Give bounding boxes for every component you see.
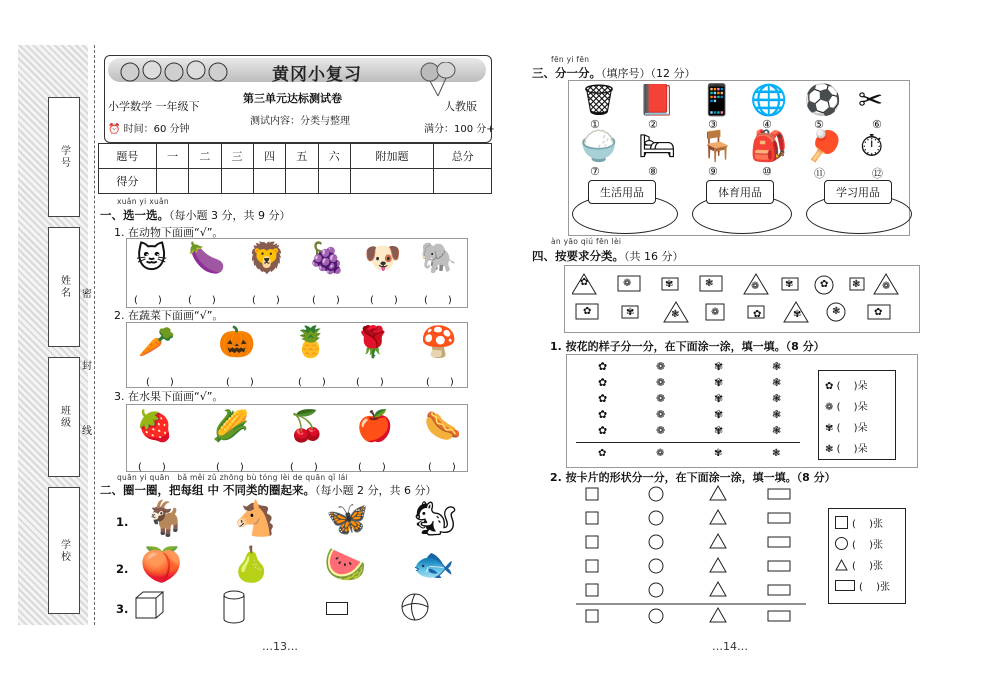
edition-label: 人教版 (444, 100, 477, 113)
q3-heading: 三、分一分。（填序号）（12 分） (532, 66, 696, 80)
balloons-illustration (418, 62, 464, 98)
mushroom-icon: 🍄 (420, 325, 458, 360)
peach-icon[interactable]: 🍑 (140, 545, 183, 585)
scissors-icon: ✂ (858, 83, 884, 118)
page-number-left: …13… (262, 640, 298, 653)
q2-row3-num: 3. (116, 602, 129, 616)
class-field[interactable]: 班级 (48, 357, 80, 477)
item-num: ⑪ (814, 167, 825, 180)
flower-glyph: ✿ (580, 277, 589, 288)
squirrel-icon[interactable]: 🐿 (414, 499, 458, 539)
item-num: ③ (708, 118, 718, 131)
answer-paren[interactable]: ( ) (298, 377, 326, 388)
flower-col-4[interactable]: ❃ ❃ ❃ ❃ ❃ (772, 360, 782, 437)
flower-col-3[interactable]: ✾ ✾ ✾ ✾ ✾ (714, 360, 724, 437)
q1-sub1: 1. 在动物下面画“√”。 (114, 226, 224, 239)
content-label: 测试内容：分类与整理 (250, 116, 350, 127)
flower-label: ❁ (656, 448, 665, 459)
brand-title: 黄冈小复习 (272, 65, 362, 85)
rice-cooker-icon: 🍚 (580, 129, 618, 164)
seal-feng: 封 (82, 361, 92, 372)
flower-glyph: ❁ (711, 307, 720, 318)
score-cell[interactable] (318, 169, 350, 194)
book-icon: 📕 (638, 83, 676, 118)
flower-legend-row[interactable]: ❃ ( )朵 (825, 444, 868, 455)
flower-glyph: ❃ (705, 278, 714, 289)
item-num: ④ (762, 118, 772, 131)
cat-icon: 🐱 (136, 241, 168, 276)
score-cell[interactable] (189, 169, 221, 194)
q4-sub2: 2. 按卡片的形状分一分，在下面涂一涂，填一填。（8 分） (550, 471, 836, 484)
pumpkin-icon: 🎃 (218, 325, 256, 360)
strawberry-icon: 🍓 (136, 409, 174, 444)
trash-can-icon: 🗑 (580, 83, 619, 118)
answer-paren[interactable]: ( ) (428, 462, 456, 473)
student-id-field[interactable]: 学号 (48, 97, 80, 217)
flower-glyph: ✾ (785, 279, 794, 290)
flower-glyph: ❃ (671, 309, 680, 320)
lion-icon: 🦁 (248, 241, 286, 276)
flower-glyph: ❁ (623, 278, 632, 289)
item-num: ⑤ (814, 118, 824, 131)
butterfly-icon[interactable]: 🦋 (326, 499, 369, 539)
binding-strip (18, 45, 92, 625)
square-icon (835, 516, 848, 529)
flower-legend (818, 370, 896, 460)
seal-mi: 密 (82, 289, 92, 300)
answer-paren[interactable]: ( ) (216, 462, 244, 473)
answer-paren[interactable]: ( ) (424, 295, 452, 306)
school-field[interactable]: 学校 (48, 487, 80, 614)
q2-pinyin: quān yi quān bǎ měi zǔ zhōng bù tóng lèi de quān qǐ lái (117, 473, 348, 482)
name-field[interactable]: 姓名 (48, 227, 80, 347)
shape-legend-row[interactable]: ( )张 (835, 515, 905, 530)
q1-heading: 一、选一选。（每小题 3 分，共 9 分） (100, 208, 291, 222)
q4-sub1: 1. 按花的样子分一分，在下面涂一涂，填一填。（8 分） (550, 340, 825, 353)
cube-icon[interactable] (134, 590, 164, 622)
item-num: ⑧ (648, 165, 658, 178)
bed-icon: 🛏 (638, 129, 677, 164)
score-header-cell: 一 (156, 144, 188, 169)
score-cell[interactable] (286, 169, 318, 194)
dog-icon: 🐶 (364, 241, 402, 276)
answer-paren[interactable]: ( ) (370, 295, 398, 306)
score-cell[interactable] (434, 169, 492, 194)
schoolbag-icon: 🎒 (750, 129, 788, 164)
score-header-cell: 三 (221, 144, 253, 169)
q2-row2-num: 2. (116, 562, 129, 576)
shape-legend-row[interactable]: ( )张 (835, 578, 905, 593)
answer-paren[interactable]: ( ) (290, 462, 318, 473)
flower-glyph: ❃ (852, 279, 861, 290)
score-cell[interactable] (221, 169, 253, 194)
answer-paren[interactable]: ( ) (312, 295, 340, 306)
item-num: ⑨ (708, 165, 718, 178)
eggplant-icon: 🍆 (188, 241, 226, 276)
q1-sub2: 2. 在蔬菜下面画“√”。 (114, 309, 224, 322)
answer-paren[interactable]: ( ) (188, 295, 216, 306)
elephant-icon: 🐘 (420, 241, 458, 276)
item-num: ⑥ (872, 118, 882, 131)
watermelon-icon[interactable]: 🍉 (324, 545, 367, 585)
pear-icon[interactable]: 🍐 (230, 545, 273, 585)
cherry-icon: 🍒 (288, 409, 326, 444)
flower-col-1[interactable]: ✿ ✿ ✿ ✿ ✿ (598, 360, 608, 437)
flower-glyph: ✿ (753, 309, 762, 320)
flower-glyph: ✾ (665, 279, 674, 290)
item-num: ⑩ (762, 165, 772, 178)
flower-legend-row[interactable]: ✿ ( )朵 (825, 381, 868, 392)
shape-legend-row[interactable]: ( )张 (835, 557, 905, 572)
cut-line (94, 45, 95, 625)
grapes-icon: 🍇 (308, 241, 346, 276)
q1-panel1 (126, 238, 468, 308)
q4-heading: 四、按要求分类。（共 16 分） (532, 249, 684, 263)
q2-heading: 二、圈一圈，把每组 中 不同类的圈起来。（每小题 2 分，共 6 分） (100, 483, 437, 497)
q3-pinyin: fēn yi fēn (551, 55, 590, 64)
flower-label: ✿ (598, 448, 607, 459)
circle-icon (835, 537, 848, 550)
soccer-ball-icon: ⚽ (804, 83, 842, 118)
full-score-label: 满分：100 分+ (424, 124, 495, 135)
item-num: ② (648, 118, 658, 131)
flower-glyph: ✿ (874, 307, 883, 318)
unit-title: 第三单元达标测试卷 (243, 92, 342, 105)
flower-label: ❃ (772, 448, 781, 459)
rectangle-icon[interactable] (326, 602, 348, 615)
ping-pong-icon: 🏓 (806, 129, 844, 164)
flower-glyph: ✾ (793, 309, 802, 320)
flower-glyph: ✾ (626, 307, 635, 318)
flower-label: ✾ (714, 448, 723, 459)
subject-label: 小学数学 一年级下 (108, 100, 200, 113)
flower-glyph: ✿ (820, 279, 829, 290)
score-cell[interactable] (350, 169, 433, 194)
score-header-cell: 题号 (99, 144, 157, 169)
score-row-label: 得分 (99, 169, 157, 194)
globe-icon: 🌐 (750, 83, 788, 118)
corn-icon: 🌽 (212, 409, 250, 444)
apple-icon: 🍎 (356, 409, 394, 444)
ball-icon[interactable] (400, 592, 430, 622)
score-header-cell: 附加题 (350, 144, 433, 169)
cylinder-icon[interactable] (222, 590, 246, 624)
score-cell[interactable] (253, 169, 285, 194)
answer-paren[interactable]: ( ) (356, 377, 384, 388)
score-header-cell: 四 (253, 144, 285, 169)
item-num: ⑫ (872, 167, 883, 180)
item-num: ⑦ (590, 165, 600, 178)
flower-col-2[interactable]: ❁ ❁ ❁ ❁ ❁ (656, 360, 666, 437)
fish-icon[interactable]: 🐟 (412, 545, 455, 585)
flower-legend-row[interactable]: ❁ ( )朵 (825, 402, 868, 413)
children-illustration (116, 56, 236, 86)
q2-row1-num: 1. (116, 515, 129, 529)
jump-rope-icon: ⏱ (860, 129, 884, 164)
flower-legend-row[interactable]: ✾ ( )朵 (825, 423, 868, 434)
flower-glyph: ❁ (751, 281, 760, 292)
shape-legend-row[interactable]: ( )张 (835, 536, 905, 551)
flower-glyph: ❁ (882, 281, 891, 292)
answer-paren[interactable]: ( ) (426, 377, 454, 388)
answer-paren[interactable]: ( ) (358, 462, 386, 473)
carrot-icon: 🥕 (138, 325, 176, 360)
page-number-right: …14… (712, 640, 748, 653)
score-header-cell: 五 (286, 144, 318, 169)
score-cell[interactable] (156, 169, 188, 194)
flower-baseline (576, 442, 800, 443)
answer-paren[interactable]: ( ) (226, 377, 254, 388)
pineapple-icon: 🍍 (292, 325, 330, 360)
score-header-cell: 总分 (434, 144, 492, 169)
category-living: 生活用品 (588, 180, 656, 204)
score-table (98, 143, 492, 194)
category-study: 学习用品 (824, 180, 892, 204)
answer-paren[interactable]: ( ) (138, 462, 166, 473)
q1-pinyin: xuǎn yi xuǎn (117, 197, 169, 206)
q4-pinyin: àn yāo qiú fēn lèi (551, 237, 622, 246)
rectangle-icon (835, 580, 855, 591)
score-header-cell: 六 (318, 144, 350, 169)
rose-icon: 🌹 (354, 325, 392, 360)
score-header-cell: 二 (189, 144, 221, 169)
flower-glyph: ✿ (583, 306, 592, 317)
shape-legend (828, 508, 906, 604)
horse-icon[interactable]: 🐴 (234, 499, 277, 539)
bean-icon: 🌭 (424, 409, 462, 444)
q1-sub3: 3. 在水果下面画“√”。 (114, 390, 224, 403)
item-num: ① (590, 118, 600, 131)
answer-paren[interactable]: ( ) (146, 377, 174, 388)
chair-icon: 🪑 (698, 129, 736, 164)
answer-paren[interactable]: ( ) (134, 295, 162, 306)
phone-icon: 📱 (698, 83, 736, 118)
shape-chart[interactable] (576, 484, 808, 630)
flower-glyph: ❃ (832, 306, 841, 317)
goat-icon[interactable]: 🐐 (144, 499, 187, 539)
triangle-icon (835, 559, 848, 571)
time-label: ⏰ 时间：60 分钟 (108, 124, 190, 135)
answer-paren[interactable]: ( ) (252, 295, 280, 306)
category-sports: 体育用品 (706, 180, 774, 204)
seal-xian: 线 (82, 426, 92, 437)
